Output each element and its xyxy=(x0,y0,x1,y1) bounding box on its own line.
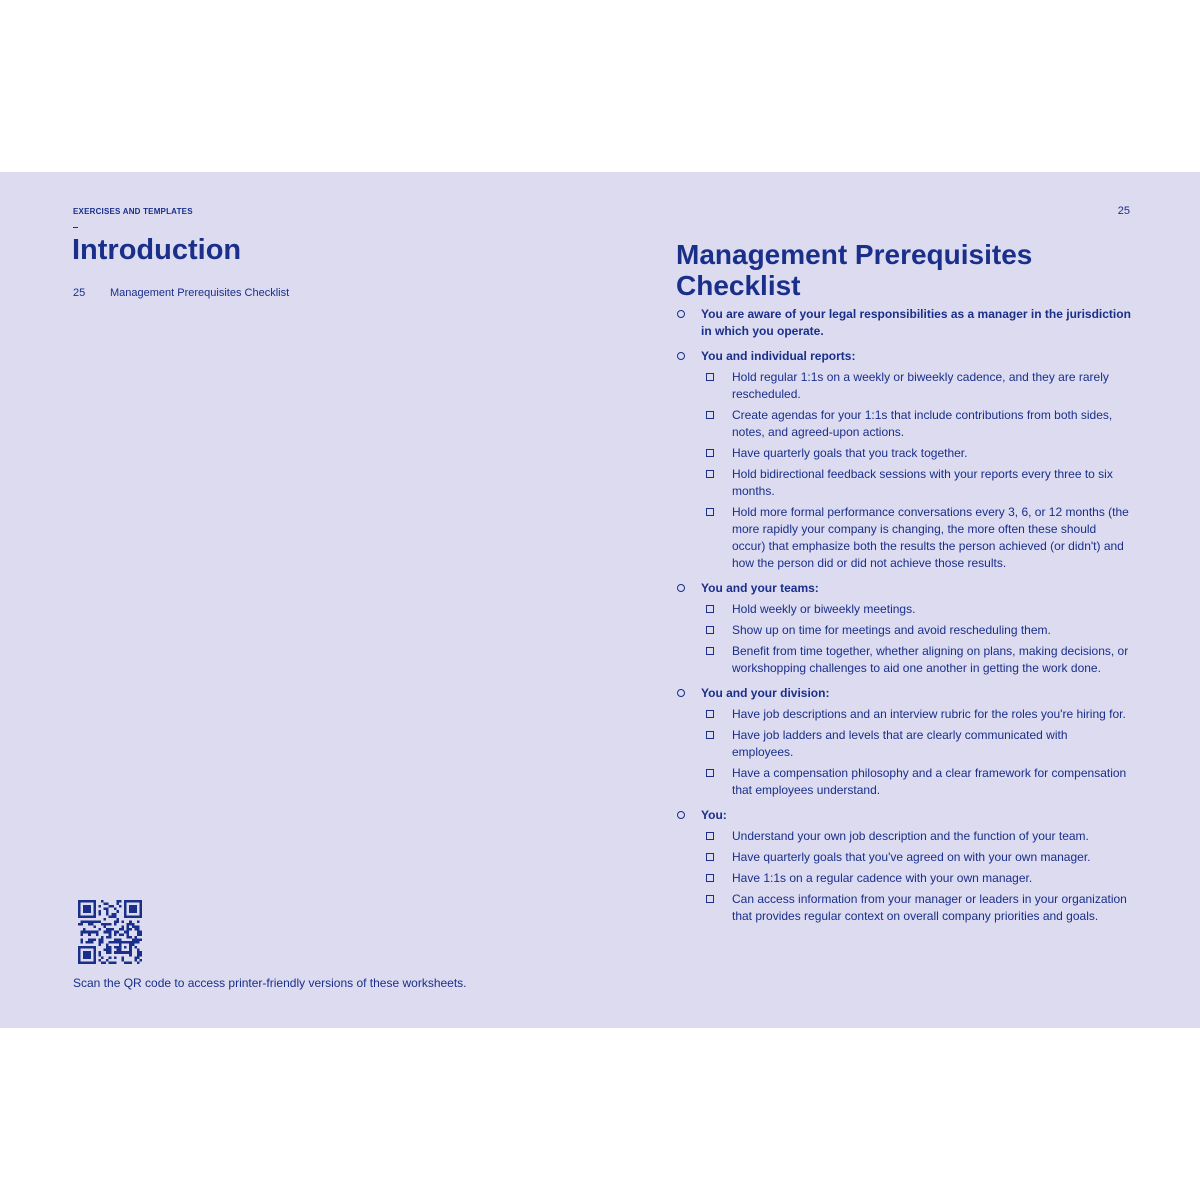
square-checkbox-icon[interactable] xyxy=(706,508,714,516)
checklist-title: Management Prerequisites Checklist xyxy=(676,239,1033,301)
toc-page-number: 25 xyxy=(73,287,86,299)
checklist-subitem-text: Hold regular 1:1s on a weekly or biweekly cadence, and they are rarely rescheduled. xyxy=(732,370,1109,401)
checklist-subitem xyxy=(701,870,1131,887)
qr-caption: Scan the QR code to access printer-friendly versions of these worksheets. xyxy=(73,976,467,990)
checklist-subitem-text: Create agendas for your 1:1s that include contributions from both sides, notes, and agreed-upon actions. xyxy=(732,408,1113,439)
square-checkbox-icon[interactable] xyxy=(706,731,714,739)
checklist-item-text: You: xyxy=(701,808,727,822)
checklist-subitem-text: Can access information from your manager or leaders in your organization that provides regular context on overall company priorities and goals. xyxy=(732,892,1127,923)
square-checkbox-icon[interactable] xyxy=(706,769,714,777)
checklist-subitem-text: Have a compensation philosophy and a clear framework for compensation that employees understand. xyxy=(732,766,1127,797)
circle-checkbox-icon[interactable] xyxy=(677,811,685,819)
checklist-item xyxy=(676,348,1131,572)
checklist-subitem xyxy=(701,891,1131,925)
page-number: 25 xyxy=(1117,205,1130,217)
checklist-subitem-text: Hold bidirectional feedback sessions with your reports every three to six months. xyxy=(732,467,1113,498)
square-checkbox-icon[interactable] xyxy=(706,647,714,655)
checklist-item xyxy=(676,580,1131,677)
square-checkbox-icon[interactable] xyxy=(706,853,714,861)
checklist-subitem xyxy=(701,622,1131,639)
intro-title: Introduction xyxy=(72,234,242,266)
checklist-subitem xyxy=(701,504,1131,572)
circle-checkbox-icon[interactable] xyxy=(677,584,685,592)
checklist-subitem-text: Show up on time for meetings and avoid rescheduling them. xyxy=(732,623,1051,637)
circle-checkbox-icon[interactable] xyxy=(677,352,685,360)
checklist-subitems xyxy=(701,828,1131,925)
checklist-item-text: You and individual reports: xyxy=(701,349,856,363)
checklist-subitem xyxy=(701,407,1131,441)
checklist-subitem-text: Have quarterly goals that you've agreed on with your own manager. xyxy=(732,850,1091,864)
checklist-subitem xyxy=(701,445,1131,462)
square-checkbox-icon[interactable] xyxy=(706,470,714,478)
book-spread xyxy=(0,172,1200,1028)
square-checkbox-icon[interactable] xyxy=(706,449,714,457)
checklist-subitem-text: Have job descriptions and an interview rubric for the roles you're hiring for. xyxy=(732,707,1126,721)
square-checkbox-icon[interactable] xyxy=(706,605,714,613)
toc-entry xyxy=(73,287,289,299)
toc-label: Management Prerequisites Checklist xyxy=(110,287,290,299)
checklist-subitem-text: Hold more formal performance conversations every 3, 6, or 12 months (the more rapidly your company is changing, the more often these should occur) that emphasize both the results the person achieved (or didn't) and how the person did or did not achieve those results. xyxy=(732,505,1129,570)
section-label: EXERCISES AND TEMPLATES xyxy=(73,207,193,216)
checklist-subitems xyxy=(701,706,1131,799)
checklist-item xyxy=(676,685,1131,799)
checklist-subitem xyxy=(701,601,1131,618)
checklist-item xyxy=(676,807,1131,925)
checklist-subitem-text: Hold weekly or biweekly meetings. xyxy=(732,602,916,616)
label-dash xyxy=(73,227,78,228)
checklist-item-text: You are aware of your legal responsibilities as a manager in the jurisdiction in which you operate. xyxy=(701,307,1131,338)
checklist-subitem xyxy=(701,828,1131,845)
checklist-item-text: You and your teams: xyxy=(701,581,819,595)
square-checkbox-icon[interactable] xyxy=(706,710,714,718)
checklist-subitem-text: Benefit from time together, whether aligning on plans, making decisions, or workshopping challenges to aid one another in getting the work done. xyxy=(732,644,1129,675)
circle-checkbox-icon[interactable] xyxy=(677,689,685,697)
left-page xyxy=(0,172,600,1028)
checklist-subitem xyxy=(701,727,1131,761)
qr-code xyxy=(78,900,142,964)
checklist-subitems xyxy=(701,601,1131,677)
square-checkbox-icon[interactable] xyxy=(706,373,714,381)
checklist-subitem-text: Have 1:1s on a regular cadence with your own manager. xyxy=(732,871,1033,885)
square-checkbox-icon[interactable] xyxy=(706,874,714,882)
checklist xyxy=(676,306,1131,933)
checklist-item xyxy=(676,306,1131,340)
square-checkbox-icon[interactable] xyxy=(706,411,714,419)
checklist-subitem xyxy=(701,369,1131,403)
checklist-subitem-text: Have job ladders and levels that are clearly communicated with employees. xyxy=(732,728,1068,759)
square-checkbox-icon[interactable] xyxy=(706,626,714,634)
checklist-subitem xyxy=(701,765,1131,799)
checklist-subitems xyxy=(701,369,1131,572)
checklist-subitem-text: Have quarterly goals that you track together. xyxy=(732,446,968,460)
circle-checkbox-icon[interactable] xyxy=(677,310,685,318)
square-checkbox-icon[interactable] xyxy=(706,895,714,903)
square-checkbox-icon[interactable] xyxy=(706,832,714,840)
checklist-item-text: You and your division: xyxy=(701,686,830,700)
checklist-subitem xyxy=(701,849,1131,866)
checklist-subitem xyxy=(701,643,1131,677)
checklist-subitem-text: Understand your own job description and the function of your team. xyxy=(732,829,1089,843)
checklist-subitem xyxy=(701,706,1131,723)
right-page xyxy=(600,172,1200,1028)
checklist-subitem xyxy=(701,466,1131,500)
